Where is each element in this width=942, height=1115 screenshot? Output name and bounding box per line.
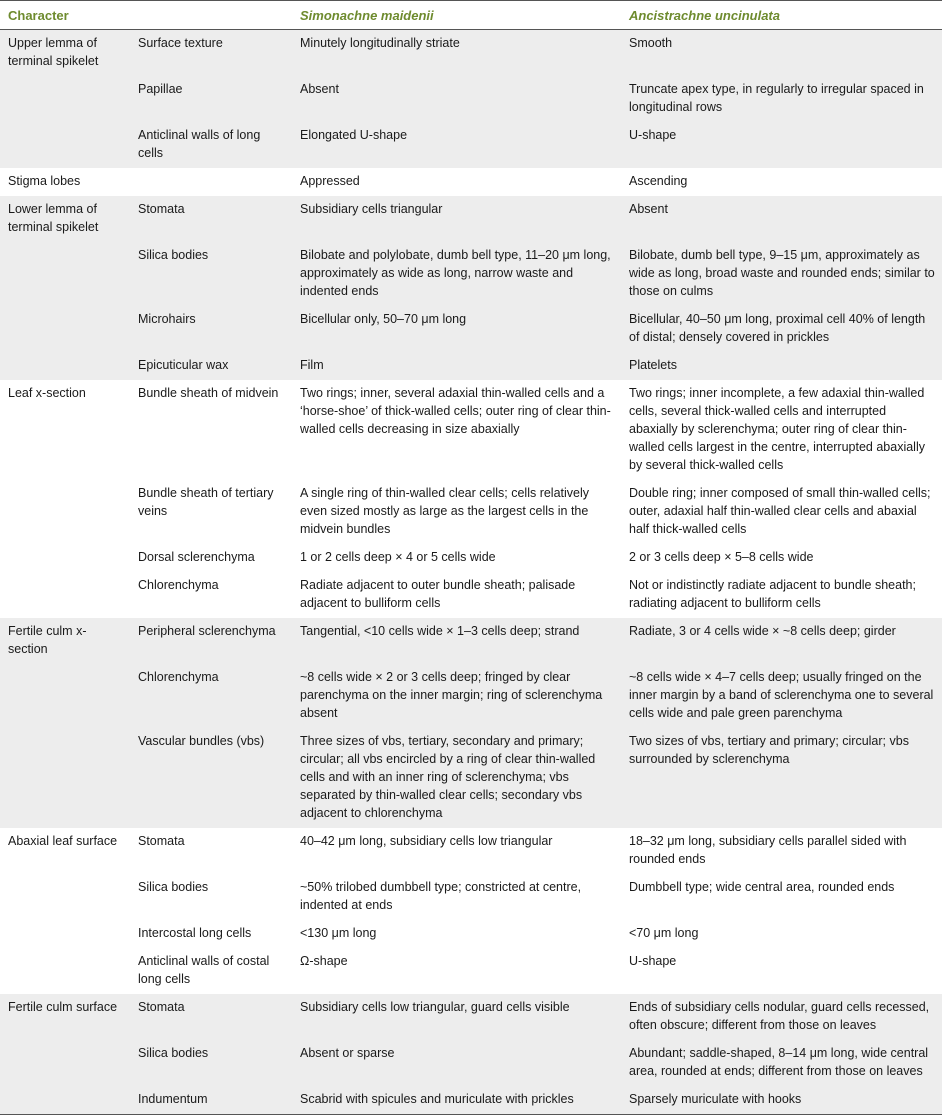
species-1-cell: Subsidiary cells low triangular, guard cells visible [292,994,621,1040]
header-species-2: Ancistrachne uncinulata [621,1,942,30]
table-row [0,122,942,168]
species-2-cell: Two rings; inner incomplete, a few adaxial thin-walled cells, several thick-walled cells and interrupted abaxially by sclerenchyma; outer ring of clear thin-walled cells largest in the centre, interrupted abaxially by several thick-walled cells [629,386,925,472]
species-1-cell: <130 μm long [300,926,377,940]
table-row [0,874,942,920]
species-2-cell: Bilobate, dumb bell type, 9–15 μm, approximately as wide as long, broad waste and rounded ends; similar to those on culms [621,242,942,306]
species-1-cell: Bicellular only, 50–70 μm long [292,306,621,352]
species-1-cell: Elongated U-shape [292,122,621,168]
species-2-cell: Bicellular, 40–50 μm long, proximal cell 40% of length of distal; densely covered in prickles [621,306,942,352]
species-2-cell: Radiate, 3 or 4 cells wide × ~8 cells deep; girder [621,618,942,664]
table-row [0,994,942,1040]
header-row [0,1,942,30]
character-cell: Abaxial leaf surface [8,834,118,848]
species-2-cell: Abundant; saddle-shaped, 8–14 μm long, wide central area, rounded at ends; different from those on leaves [621,1040,942,1086]
species-2-cell: Sparsely muriculate with hooks [621,1086,942,1115]
table-row [0,920,942,948]
species-2-cell: Ascending [629,174,688,188]
feature-cell: Peripheral sclerenchyma [130,618,292,664]
character-cell [0,76,130,122]
table-row [0,168,942,196]
character-cell: Leaf x-section [8,386,86,400]
feature-cell: Anticlinal walls of long cells [130,122,292,168]
species-1-cell: 1 or 2 cells deep × 4 or 5 cells wide [300,550,496,564]
character-cell: Lower lemma of terminal spikelet [0,196,130,242]
species-2-cell: Ends of subsidiary cells nodular, guard cells recessed, often obscure; different from those on leaves [621,994,942,1040]
species-2-cell: Two sizes of vbs, tertiary and primary; circular; vbs surrounded by sclerenchyma [621,728,942,828]
header-species-1: Simonachne maidenii [292,1,621,30]
table-row [0,664,942,728]
table-row [0,242,942,306]
feature-cell: Vascular bundles (vbs) [130,728,292,828]
character-cell: Stigma lobes [8,174,81,188]
character-cell [0,920,130,948]
feature-cell: Silica bodies [130,242,292,306]
character-cell: Fertile culm x-section [0,618,130,664]
table-row [0,480,942,544]
species-1-cell: Radiate adjacent to outer bundle sheath; palisade adjacent to bulliform cells [300,578,576,610]
character-cell [0,544,130,572]
character-cell [0,664,130,728]
header-feature [130,1,292,30]
species-2-cell: Smooth [621,30,942,77]
species-2-cell: U-shape [621,122,942,168]
table-header [0,1,942,30]
character-cell [0,480,130,544]
feature-cell: Anticlinal walls of costal long cells [138,954,270,986]
feature-cell: Stomata [130,994,292,1040]
table-row [0,544,942,572]
feature-cell: Silica bodies [138,880,209,894]
species-1-cell: Minutely longitudinally striate [292,30,621,77]
character-cell [0,242,130,306]
character-cell [0,122,130,168]
character-cell [0,306,130,352]
species-2-cell: Dumbbell type; wide central area, rounded ends [629,880,895,894]
feature-cell: Bundle sheath of midvein [138,386,279,400]
species-2-cell: 18–32 μm long, subsidiary cells parallel sided with rounded ends [629,834,907,866]
species-1-cell: 40–42 μm long, subsidiary cells low triangular [300,834,553,848]
table-row [0,948,942,994]
feature-cell: Chlorenchyma [130,664,292,728]
species-1-cell: Absent [292,76,621,122]
feature-cell: Silica bodies [130,1040,292,1086]
species-1-cell: Tangential, <10 cells wide × 1–3 cells deep; strand [292,618,621,664]
species-1-cell: ~8 cells wide × 2 or 3 cells deep; fringed by clear parenchyma on the inner margin; ring of sclerenchyma absent [292,664,621,728]
species-1-cell: Two rings; inner, several adaxial thin-walled cells and a ‘horse-shoe’ of thick-walled cells; outer ring of clear thin-walled cells decreasing in size abaxially [300,386,611,436]
feature-cell: Stomata [130,196,292,242]
feature-cell: Intercostal long cells [138,926,252,940]
character-cell: Fertile culm surface [0,994,130,1040]
character-cell [0,572,130,618]
species-1-cell: Ω-shape [300,954,348,968]
table-row [0,30,942,77]
character-cell [0,728,130,828]
header-character: Character [0,1,130,30]
species-1-cell: Appressed [300,174,360,188]
character-cell: Upper lemma of terminal spikelet [0,30,130,77]
feature-cell: Chlorenchyma [138,578,219,592]
table-row [0,352,942,380]
species-2-cell: 2 or 3 cells deep × 5–8 cells wide [629,550,814,564]
character-cell [0,1086,130,1115]
table-row [0,1040,942,1086]
feature-cell: Microhairs [130,306,292,352]
species-2-cell: Absent [621,196,942,242]
species-2-cell: <70 μm long [629,926,699,940]
species-2-cell: Truncate apex type, in regularly to irregular spaced in longitudinal rows [621,76,942,122]
feature-cell: Epicuticular wax [130,352,292,380]
table-row [0,828,942,874]
species-1-cell: Three sizes of vbs, tertiary, secondary and primary; circular; all vbs encircled by a ring of clear thin-walled cells and with an inner ring of sclerenchyma; vbs separated by thin-walled clear cells; secondary vbs adjacent to chlorenchyma [292,728,621,828]
table-row [0,380,942,480]
species-2-cell: Platelets [621,352,942,380]
species-2-cell: Not or indistinctly radiate adjacent to bundle sheath; radiating adjacent to bulliform cells [629,578,916,610]
table-row [0,1086,942,1115]
table-row [0,728,942,828]
species-1-cell: Bilobate and polylobate, dumb bell type, 11–20 μm long, approximately as wide as long, narrow waste and indented ends [292,242,621,306]
feature-cell: Indumentum [130,1086,292,1115]
feature-cell: Papillae [130,76,292,122]
feature-cell [130,168,292,196]
character-cell [0,874,130,920]
table-row [0,76,942,122]
feature-cell: Surface texture [130,30,292,77]
species-1-cell: ~50% trilobed dumbbell type; constricted at centre, indented at ends [300,880,582,912]
table-row [0,196,942,242]
species-1-cell: Scabrid with spicules and muriculate with prickles [292,1086,621,1115]
table-body [0,30,942,1115]
feature-cell: Stomata [138,834,185,848]
character-cell [0,352,130,380]
species-2-cell: U-shape [629,954,677,968]
table-row [0,618,942,664]
feature-cell: Bundle sheath of tertiary veins [138,486,274,518]
species-2-cell: Double ring; inner composed of small thin-walled cells; outer, adaxial half thin-walled clear cells and abaxial half thick-walled cells [629,486,931,536]
species-1-cell: A single ring of thin-walled clear cells; cells relatively even sized mostly as large as the largest cells in the midvein bundles [300,486,590,536]
species-1-cell: Absent or sparse [292,1040,621,1086]
table-row [0,572,942,618]
feature-cell: Dorsal sclerenchyma [138,550,255,564]
character-cell [0,948,130,994]
species-1-cell: Subsidiary cells triangular [292,196,621,242]
species-1-cell: Film [292,352,621,380]
character-cell [0,1040,130,1086]
species-2-cell: ~8 cells wide × 4–7 cells deep; usually fringed on the inner margin by a band of sclerenchyma one to several cells wide and pale green parenchyma [621,664,942,728]
table-row [0,306,942,352]
